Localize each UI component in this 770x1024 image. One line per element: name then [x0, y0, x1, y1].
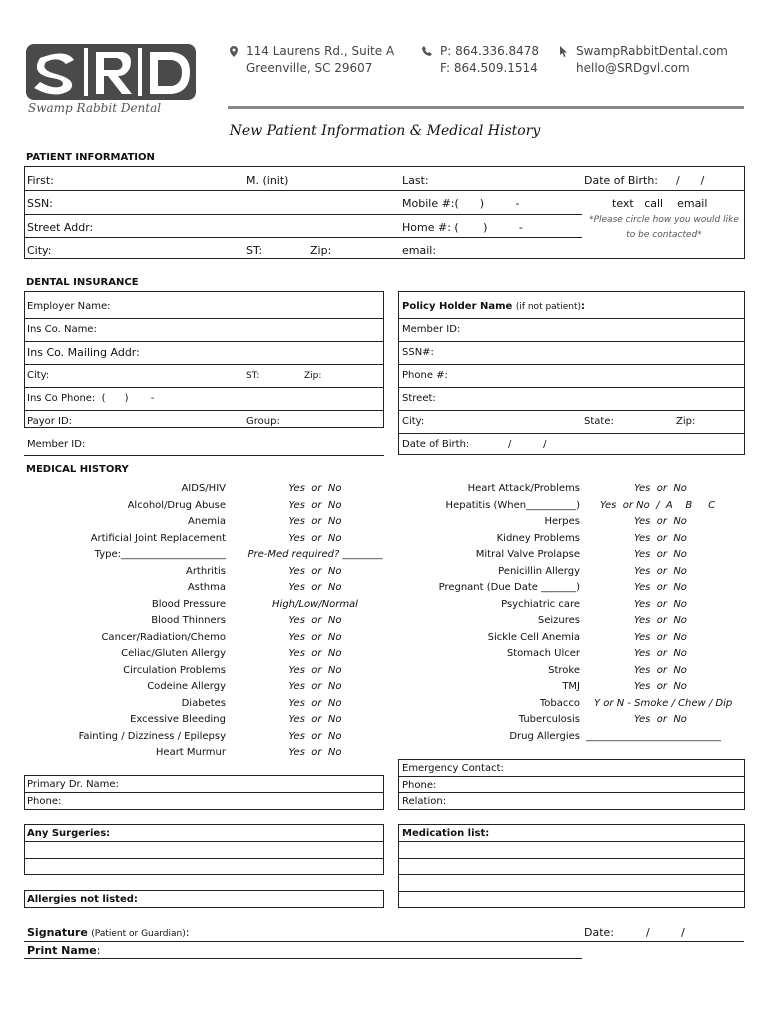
first-name-field[interactable]: First: — [27, 174, 54, 187]
medical-right-answer[interactable]: Yes or No — [634, 565, 687, 577]
last-name-field[interactable]: Last: — [402, 174, 429, 187]
website[interactable]: SwampRabbitDental.com — [576, 44, 728, 58]
member-id-right-field[interactable]: Member ID: — [402, 324, 461, 335]
medical-right-label: Heart Attack/Problems — [467, 483, 580, 494]
street-field[interactable]: Street: — [402, 393, 436, 404]
insurance-right-box — [398, 291, 745, 455]
medical-right-label: Penicillin Allergy — [498, 565, 580, 577]
medical-left-label: Celiac/Gluten Allergy — [121, 648, 226, 659]
medical-left-answer[interactable]: Yes or No — [288, 499, 342, 511]
medical-right-label: Hepatitis (When__________) — [445, 499, 580, 511]
dob-slashes: / / — [676, 174, 705, 187]
medical-right-label: Pregnant (Due Date _______) — [438, 582, 580, 593]
signature-colon: : — [185, 926, 190, 939]
medical-right-label: Herpes — [544, 516, 580, 527]
contact-note-line2: to be contacted* — [626, 230, 702, 240]
print-name-field[interactable] — [27, 944, 100, 957]
medical-right-label: Seizures — [537, 615, 580, 626]
ins-co-phone-field[interactable]: Ins Co Phone: ( ) - — [27, 393, 155, 404]
medical-right-answer[interactable]: Yes or No — [634, 631, 687, 643]
medical-right-answer[interactable]: Yes or No — [634, 549, 687, 560]
srd-logo-mark — [26, 44, 196, 100]
medical-left-answer[interactable]: Yes or No — [288, 532, 342, 544]
medical-left-label: Type:_____________________ — [94, 549, 226, 560]
medical-left-answer[interactable]: Yes or No — [288, 697, 342, 709]
medical-right-label: Tobacco — [539, 697, 580, 709]
medical-left-answer[interactable]: High/Low/Normal — [272, 598, 358, 610]
member-id-left-field[interactable]: Member ID: — [27, 439, 86, 450]
address-line1: 114 Laurens Rd., Suite A — [246, 44, 395, 58]
medical-right-label: Stomach Ulcer — [506, 648, 580, 659]
medical-left-label: Alcohol/Drug Abuse — [127, 499, 226, 511]
medical-right-answer[interactable]: Yes or No — [634, 582, 687, 593]
middle-initial-field[interactable]: M. (init) — [246, 174, 289, 187]
employer-name-field[interactable]: Employer Name: — [27, 301, 111, 312]
address-line2: Greenville, SC 29607 — [246, 61, 373, 75]
city-field[interactable]: City: — [27, 244, 52, 257]
fax-number: F: 864.509.1514 — [440, 61, 538, 75]
patient-email-field[interactable]: email: — [402, 244, 437, 257]
medical-right-label: Psychiatric care — [501, 598, 580, 610]
relation-field[interactable]: Relation: — [402, 796, 447, 807]
holder-state-field[interactable]: State: — [584, 416, 614, 427]
cursor-icon — [560, 46, 569, 57]
dob-field[interactable]: Date of Birth: — [584, 174, 659, 187]
medical-right-label: Tuberculosis — [518, 714, 580, 725]
medical-left-label: Blood Pressure — [151, 598, 226, 610]
medical-right-label: Mitral Valve Prolapse — [475, 549, 580, 560]
phone-number-field[interactable]: Phone #: — [402, 370, 448, 381]
home-phone-field[interactable]: Home #: ( ) - — [402, 221, 523, 234]
medical-section-title: MEDICAL HISTORY — [26, 464, 129, 475]
medical-left-answer[interactable]: Yes or No — [288, 730, 342, 742]
street-address-field[interactable]: Street Addr: — [27, 221, 94, 234]
contact-note-line1: *Please circle how you would like — [589, 215, 739, 225]
medical-left-label: Excessive Bleeding — [130, 714, 226, 725]
medication-list-field[interactable]: Medication list: — [402, 828, 490, 839]
medical-right-label: Kidney Problems — [496, 532, 580, 544]
signature-date-field[interactable]: Date: — [584, 926, 614, 939]
medical-right-answer[interactable]: Yes or No — [634, 483, 687, 494]
header-divider — [228, 106, 744, 109]
ssn-number-field[interactable]: SSN#: — [402, 347, 434, 358]
medical-right-label: Stroke — [548, 664, 580, 676]
ssn-field[interactable]: SSN: — [27, 197, 53, 210]
medical-right-label: Sickle Cell Anemia — [487, 631, 580, 643]
ins-co-name-field[interactable]: Ins Co. Name: — [27, 324, 97, 335]
emergency-contact-field[interactable]: Emergency Contact: — [402, 763, 504, 774]
medical-left-answer[interactable]: Yes or No — [288, 631, 342, 643]
print-name-colon: : — [96, 944, 101, 957]
policy-holder-note: (if not patient) — [515, 302, 581, 312]
signature-date-slashes: / / — [646, 926, 685, 939]
medical-right-answer[interactable]: ___________________________ — [586, 730, 721, 742]
medical-right-answer[interactable]: Yes or No — [634, 664, 687, 676]
holder-zip-field[interactable]: Zip: — [676, 416, 696, 427]
policy-colon: : — [581, 301, 585, 312]
medical-right-answer[interactable]: Yes or No — [634, 714, 687, 725]
policy-holder-field[interactable] — [402, 300, 585, 314]
medical-left-answer[interactable]: Pre-Med required? ________ — [247, 549, 383, 560]
signature-note: (Patient or Guardian) — [91, 929, 186, 939]
emergency-phone-field[interactable]: Phone: — [402, 780, 437, 791]
form-title: New Patient Information & Medical History — [229, 123, 541, 139]
medical-left-label: Anemia — [188, 516, 226, 527]
medical-left-answer[interactable]: Yes or No — [288, 714, 342, 725]
state-field[interactable]: ST: — [246, 244, 263, 257]
medical-right-answer[interactable]: Yes or No — [634, 598, 687, 610]
surgeries-field[interactable]: Any Surgeries: — [27, 828, 111, 839]
holder-city-field[interactable]: City: — [402, 416, 425, 427]
medical-right-answer[interactable]: Yes or No — [634, 532, 687, 544]
group-field[interactable]: Group: — [246, 416, 280, 427]
email-address[interactable]: hello@SRDgvl.com — [576, 61, 690, 75]
ins-state-field[interactable]: ST: — [246, 371, 260, 381]
medical-left-label: Diabetes — [181, 697, 226, 709]
holder-dob-field[interactable]: Date of Birth: — [402, 439, 470, 450]
medical-left-answer[interactable]: Yes or No — [288, 582, 342, 593]
medical-left-answer[interactable]: Yes or No — [288, 516, 342, 527]
allergies-field[interactable]: Allergies not listed: — [27, 894, 138, 905]
primary-dr-phone-field[interactable]: Phone: — [27, 796, 62, 807]
signature-label: Signature — [27, 926, 88, 939]
medical-left-label: Arthritis — [185, 565, 226, 577]
medical-left-label: Cancer/Radiation/Chemo — [101, 631, 226, 643]
medical-left-label: Fainting / Dizziness / Epilepsy — [78, 730, 226, 742]
medical-left-label: AIDS/HIV — [181, 483, 226, 494]
contact-preference[interactable]: text call email — [612, 197, 708, 210]
signature-field[interactable] — [27, 926, 189, 941]
logo — [26, 44, 196, 120]
print-name-label: Print Name — [27, 944, 97, 957]
ins-city-field[interactable]: City: — [27, 370, 50, 381]
medical-right-answer[interactable]: Yes or No — [634, 648, 687, 659]
phone-icon — [422, 46, 432, 56]
ins-mailing-address-field[interactable]: Ins Co. Mailing Addr: — [27, 346, 140, 359]
medical-left-label: Artificial Joint Replacement — [90, 532, 226, 544]
medical-left-answer[interactable]: Yes or No — [288, 483, 342, 494]
medical-right-label: Drug Allergies — [509, 730, 580, 742]
medical-left-answer[interactable]: Yes or No — [288, 565, 342, 577]
medical-left-answer[interactable]: Yes or No — [288, 664, 342, 676]
patient-section-title: PATIENT INFORMATION — [26, 152, 155, 163]
policy-holder-label: Policy Holder Name — [402, 301, 513, 312]
medical-right-answer[interactable]: Yes or No — [634, 681, 687, 692]
medical-right-answer[interactable]: Yes or No — [634, 516, 687, 527]
holder-dob-slashes: / / — [508, 439, 547, 450]
phone-number: P: 864.336.8478 — [440, 44, 540, 58]
medical-right-label: TMJ — [562, 681, 580, 692]
medical-left-label: Asthma — [187, 582, 226, 593]
brand-name: Swamp Rabbit Dental — [28, 101, 162, 115]
payor-id-field[interactable]: Payor ID: — [27, 416, 73, 427]
insurance-section-title: DENTAL INSURANCE — [26, 277, 139, 288]
medical-right-answer[interactable]: Y or N - Smoke / Chew / Dip — [594, 697, 733, 709]
medical-left-answer[interactable]: Yes or No — [288, 747, 342, 758]
medical-right-answer[interactable]: Yes or No / A B C — [600, 499, 716, 511]
mobile-field[interactable]: Mobile #:( ) - — [402, 197, 520, 210]
medical-left-answer[interactable]: Yes or No — [288, 615, 342, 626]
location-icon — [230, 46, 238, 57]
medical-left-label: Circulation Problems — [123, 664, 226, 676]
medical-left-answer[interactable]: Yes or No — [288, 648, 342, 659]
medical-left-answer[interactable]: Yes or No — [288, 681, 342, 692]
medical-left-label: Blood Thinners — [151, 615, 226, 626]
zip-field[interactable]: Zip: — [310, 244, 332, 257]
primary-dr-field[interactable]: Primary Dr. Name: — [27, 779, 119, 790]
medical-right-answer[interactable]: Yes or No — [634, 615, 687, 626]
medical-left-label: Heart Murmur — [155, 747, 226, 758]
ins-zip-field[interactable]: Zip: — [304, 371, 322, 381]
medical-left-label: Codeine Allergy — [147, 681, 226, 692]
